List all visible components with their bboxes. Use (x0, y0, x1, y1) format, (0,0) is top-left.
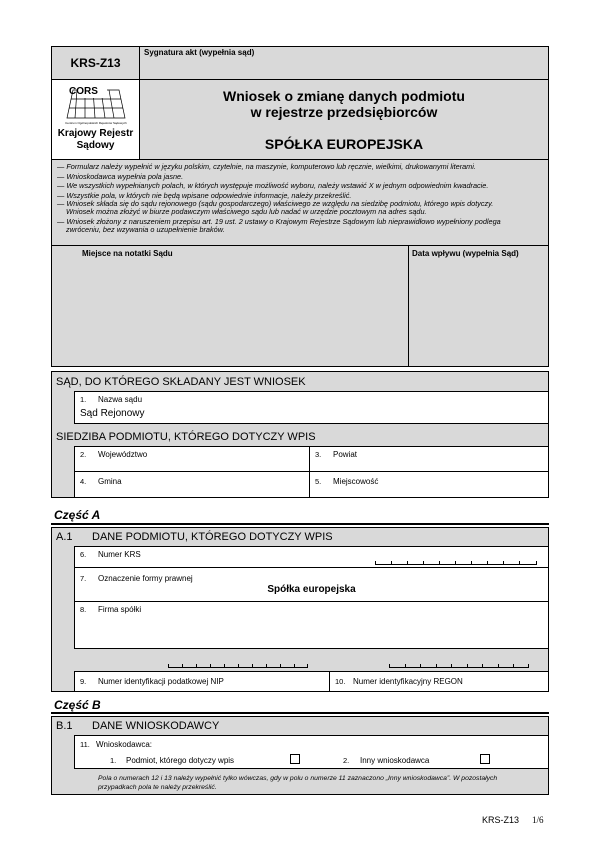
nip-label: Numer identyfikacji podatkowej NIP (98, 677, 224, 686)
field-number: 9. (80, 677, 87, 686)
part-b-rule (51, 712, 549, 714)
seat-section-title: SIEDZIBA PODMIOTU, KTÓREGO DOTYCZY WPIS (56, 431, 316, 443)
instruction-item: — Wnioskodawca wypełnia pola jasne. (57, 171, 184, 181)
krs-digit-comb[interactable] (375, 561, 537, 565)
regon-label: Numer identyfikacyjny REGON (353, 677, 463, 686)
field-number: 7. (80, 574, 87, 583)
receipt-date-area (408, 245, 549, 367)
option-number: 1. (110, 756, 117, 765)
company-name-label: Firma spółki (98, 605, 142, 614)
option-other-checkbox[interactable] (480, 754, 490, 764)
part-a-title: Część A (54, 508, 101, 522)
regon-digit-comb[interactable] (389, 664, 529, 668)
nip-digit-comb[interactable] (168, 664, 308, 668)
commune-label: Gmina (98, 477, 122, 486)
option-entity-checkbox[interactable] (290, 754, 300, 764)
krs-number-label: Numer KRS (98, 550, 141, 559)
court-name-field[interactable] (74, 391, 549, 424)
field-number: 8. (80, 605, 87, 614)
legal-form-label: Oznaczenie formy prawnej (98, 574, 193, 583)
form-title-1: Wniosek o zmianę danych podmiotu (223, 88, 465, 104)
part-a-rule (51, 523, 549, 525)
part-b-title: Część B (54, 698, 101, 712)
court-section-title: SĄD, DO KTÓREGO SKŁADANY JEST WNIOSEK (56, 376, 306, 388)
court-notes-label: Miejsce na notatki Sądu (82, 249, 173, 258)
logo-subtext: Centrum Ogólnopolskich Rejestrów Sądowych (65, 121, 127, 125)
signature-label: Sygnatura akt (wypełnia sąd) (144, 48, 255, 57)
option-entity-label: Podmiot, którego dotyczy wpis (126, 756, 235, 765)
court-name-label: Nazwa sądu (98, 395, 143, 404)
part-b-note-1: Pola o numerach 12 i 13 należy wypełnić tylko wówczas, gdy w polu o numerze 11 zaznaczono „Inny wnioskodawca”. W pozostałych (98, 775, 498, 782)
part-a-subtitle: DANE PODMIOTU, KTÓREGO DOTYCZY WPIS (92, 531, 333, 543)
registry-name-2: Sądowy (76, 140, 115, 151)
court-name-value: Sąd Rejonowy (80, 408, 145, 419)
field-number: 4. (80, 477, 87, 486)
receipt-date-label: Data wpływu (wypełnia Sąd) (412, 249, 519, 258)
county-label: Powiat (333, 450, 358, 459)
footer-form-code: KRS-Z13 (482, 815, 520, 825)
company-name-field[interactable] (74, 601, 549, 649)
voivodeship-label: Województwo (98, 450, 148, 459)
instruction-item: — Formularz należy wypełnić w języku polskim, czytelnie, na maszynie, komputerowo lub ręcznie, wielkimi, drukowanymi literami. (57, 162, 476, 171)
instruction-item: Wniosek można złożyć w biurze podawczym właściwego sądu lub nadać w urzędzie pocztowym na adres sądu. (66, 207, 427, 216)
field-number: 3. (315, 450, 322, 459)
form-title-2: w rejestrze przedsiębiorców (250, 104, 438, 120)
instruction-item: — We wszystkich wypełnianych polach, w których występuje możliwość wyboru, należy wstawić X w jednym odpowiednim kwadracie. (57, 181, 489, 190)
legal-form-value: Spółka europejska (267, 584, 356, 595)
part-b-subnum: B.1 (56, 720, 73, 732)
instruction-item: zwróceniu, bez wzywania o uzupełnienie braków. (66, 225, 225, 234)
instruction-item: — Wniosek składa się do sądu rejonowego (sądu gospodarczego) właściwego ze względu na siedzibę podmiotu, którego wpis dotyczy. (57, 199, 494, 208)
form-code: KRS-Z13 (70, 56, 121, 70)
part-b-subtitle: DANE WNIOSKODAWCY (92, 720, 220, 732)
footer-page-number: 1/6 (532, 815, 544, 825)
court-notes-area (51, 245, 409, 367)
logo-text: CORS (69, 86, 98, 97)
instruction-item: — Wszystkie pola, w których nie będą wpisane odpowiednie informacje, należy przekreślić. (57, 190, 352, 200)
option-other-label: Inny wnioskodawca (360, 756, 430, 765)
field-number: 2. (80, 450, 87, 459)
locality-label: Miejscowość (333, 477, 379, 486)
instruction-item: — Wniosek złożony z naruszeniem przepisu art. 19 ust. 2 ustawy o Krajowym Rejestrze Sądowym lub nieprawidłowo wypełniony podlega (57, 217, 501, 226)
part-b-note-2: przypadkach pola te należy przekreślić. (98, 784, 217, 791)
instructions-list (57, 162, 545, 234)
part-a-subnum: A.1 (56, 531, 73, 543)
option-number: 2. (343, 756, 350, 765)
field-number: 6. (80, 550, 87, 559)
applicant-label: Wnioskodawca: (96, 740, 153, 749)
field-number: 1. (80, 395, 87, 404)
field-number: 5. (315, 477, 322, 486)
field-number: 10. (335, 677, 346, 686)
form-subtitle: SPÓŁKA EUROPEJSKA (264, 136, 424, 152)
field-number: 11. (80, 740, 90, 749)
registry-name-1: Krajowy Rejestr (57, 128, 134, 139)
